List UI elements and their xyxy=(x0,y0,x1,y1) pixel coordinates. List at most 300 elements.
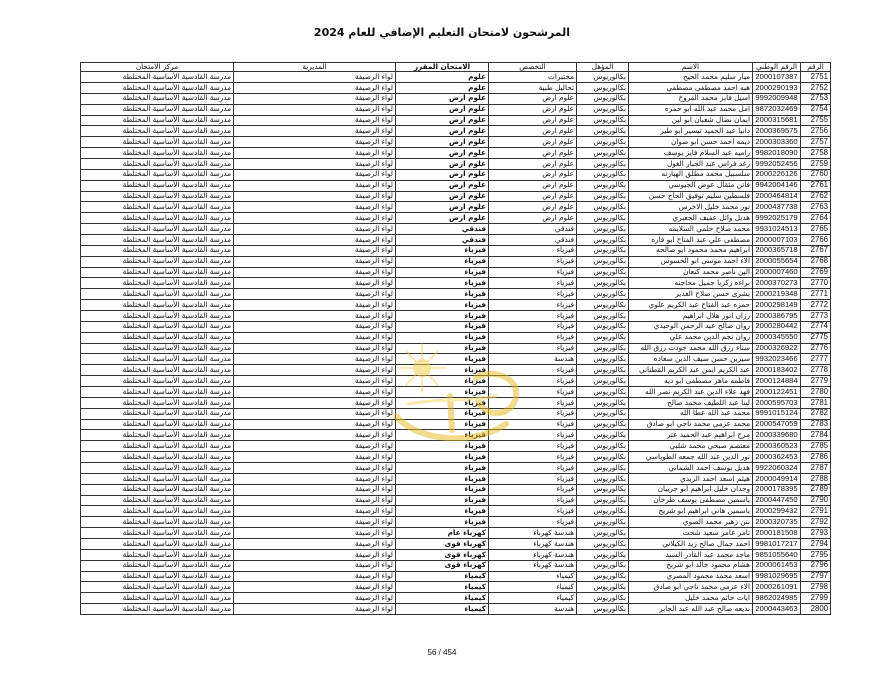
cell-row-number: 2766 xyxy=(801,234,831,245)
cell-national-id: 2000315681 xyxy=(753,115,801,126)
cell-row-number: 2775 xyxy=(801,332,831,343)
cell-row-number: 2769 xyxy=(801,267,831,278)
cell-specialization: علوم ارض xyxy=(489,126,577,137)
cell-exam: فندقي xyxy=(396,224,489,235)
cell-national-id: 9991015124 xyxy=(753,408,801,419)
cell-row-number: 2772 xyxy=(801,300,831,311)
cell-exam-center: مدرسة القادسية الأساسية المختلطة xyxy=(81,158,234,169)
cell-national-id: 9992052456 xyxy=(753,158,801,169)
cell-exam: كيمياء xyxy=(396,582,489,593)
cell-specialization: هندسة كهرباء xyxy=(489,549,577,560)
cell-directorate: لواء الرصيفة xyxy=(234,93,396,104)
cell-exam-center: مدرسة القادسية الأساسية المختلطة xyxy=(81,180,234,191)
cell-directorate: لواء الرصيفة xyxy=(234,549,396,560)
cell-exam-center: مدرسة القادسية الأساسية المختلطة xyxy=(81,234,234,245)
cell-exam-center: مدرسة القادسية الأساسية المختلطة xyxy=(81,202,234,213)
cell-exam-center: مدرسة القادسية الأساسية المختلطة xyxy=(81,571,234,582)
table-row xyxy=(81,278,831,289)
cell-exam-center: مدرسة القادسية الأساسية المختلطة xyxy=(81,506,234,517)
cell-specialization: هندسة كهرباء xyxy=(489,560,577,571)
cell-qualification: بكالوريوس xyxy=(577,528,629,539)
cell-exam: فيزياء xyxy=(396,473,489,484)
cell-directorate: لواء الرصيفة xyxy=(234,473,396,484)
cell-specialization: تحاليل طبية xyxy=(489,82,577,93)
cell-exam-center: مدرسة القادسية الأساسية المختلطة xyxy=(81,72,234,83)
cell-exam-center: مدرسة القادسية الأساسية المختلطة xyxy=(81,256,234,267)
cell-exam: فيزياء xyxy=(396,245,489,256)
cell-exam-center: مدرسة القادسية الأساسية المختلطة xyxy=(81,321,234,332)
cell-name: ايات حاتم محمد خليل xyxy=(629,593,753,604)
cell-exam: فندقي xyxy=(396,234,489,245)
cell-name: ياسمين مصطفى يوسف طرخان xyxy=(629,495,753,506)
cell-directorate: لواء الرصيفة xyxy=(234,256,396,267)
cell-directorate: لواء الرصيفة xyxy=(234,137,396,148)
cell-name: فلسطين سليم توفيق الحاج حسن xyxy=(629,191,753,202)
cell-national-id: 9942004146 xyxy=(753,180,801,191)
cell-directorate: لواء الرصيفة xyxy=(234,158,396,169)
cell-row-number: 2780 xyxy=(801,387,831,398)
cell-qualification: بكالوريوس xyxy=(577,213,629,224)
table-row xyxy=(81,115,831,126)
cell-row-number: 2773 xyxy=(801,311,831,322)
header-specialization: التخصص xyxy=(489,62,577,72)
cell-directorate: لواء الرصيفة xyxy=(234,245,396,256)
cell-exam-center: مدرسة القادسية الأساسية المختلطة xyxy=(81,93,234,104)
cell-specialization: فيزياء xyxy=(489,376,577,387)
header-directorate: المديرية xyxy=(234,62,396,72)
cell-qualification: بكالوريوس xyxy=(577,452,629,463)
cell-directorate: لواء الرصيفة xyxy=(234,484,396,495)
cell-exam-center: مدرسة القادسية الأساسية المختلطة xyxy=(81,343,234,354)
table-row xyxy=(81,93,831,104)
cell-qualification: بكالوريوس xyxy=(577,72,629,83)
cell-qualification: بكالوريوس xyxy=(577,376,629,387)
cell-exam-center: مدرسة القادسية الأساسية المختلطة xyxy=(81,387,234,398)
cell-specialization: فيزياء xyxy=(489,419,577,430)
table-row xyxy=(81,311,831,322)
cell-row-number: 2761 xyxy=(801,180,831,191)
cell-name: عبد الكريم ايمن عبد الكريم القطناني xyxy=(629,365,753,376)
cell-qualification: بكالوريوس xyxy=(577,463,629,474)
cell-exam: كهرباء قوى xyxy=(396,539,489,550)
cell-exam-center: مدرسة القادسية الأساسية المختلطة xyxy=(81,549,234,560)
cell-exam: فيزياء xyxy=(396,419,489,430)
table-row xyxy=(81,582,831,593)
cell-exam-center: مدرسة القادسية الأساسية المختلطة xyxy=(81,484,234,495)
cell-name: سناء رزق الله محمد جودت رزق الله xyxy=(629,343,753,354)
cell-exam-center: مدرسة القادسية الأساسية المختلطة xyxy=(81,517,234,528)
cell-row-number: 2776 xyxy=(801,343,831,354)
cell-directorate: لواء الرصيفة xyxy=(234,321,396,332)
cell-national-id: 2000178395 xyxy=(753,484,801,495)
cell-qualification: بكالوريوس xyxy=(577,506,629,517)
cell-directorate: لواء الرصيفة xyxy=(234,397,396,408)
cell-row-number: 2752 xyxy=(801,82,831,93)
cell-specialization: فيزياء xyxy=(489,441,577,452)
cell-exam: علوم ارض xyxy=(396,104,489,115)
cell-directorate: لواء الرصيفة xyxy=(234,213,396,224)
cell-row-number: 2765 xyxy=(801,224,831,235)
cell-qualification: بكالوريوس xyxy=(577,343,629,354)
cell-directorate: لواء الرصيفة xyxy=(234,267,396,278)
table-row xyxy=(81,484,831,495)
cell-national-id: 9992025179 xyxy=(753,213,801,224)
cell-national-id: 2000007103 xyxy=(753,234,801,245)
table-row xyxy=(81,397,831,408)
cell-qualification: بكالوريوس xyxy=(577,397,629,408)
cell-row-number: 2793 xyxy=(801,528,831,539)
cell-directorate: لواء الرصيفة xyxy=(234,180,396,191)
cell-national-id: 9931024513 xyxy=(753,224,801,235)
cell-specialization: فيزياء xyxy=(489,484,577,495)
cell-row-number: 2759 xyxy=(801,158,831,169)
cell-row-number: 2754 xyxy=(801,104,831,115)
cell-row-number: 2768 xyxy=(801,256,831,267)
cell-qualification: بكالوريوس xyxy=(577,560,629,571)
cell-qualification: بكالوريوس xyxy=(577,495,629,506)
cell-name: رزان انور هلال ابراهيم xyxy=(629,311,753,322)
cell-qualification: بكالوريوس xyxy=(577,332,629,343)
page-title: المرشحون لامتحان التعليم الإضافي للعام 2024 xyxy=(313,26,571,39)
cell-national-id: 2000280442 xyxy=(753,321,801,332)
table-header xyxy=(81,62,831,72)
cell-exam-center: مدرسة القادسية الأساسية المختلطة xyxy=(81,311,234,322)
cell-national-id: 2000370273 xyxy=(753,278,801,289)
cell-exam: فيزياء xyxy=(396,387,489,398)
cell-exam: علوم ارض xyxy=(396,180,489,191)
cell-directorate: لواء الرصيفة xyxy=(234,376,396,387)
cell-exam-center: مدرسة القادسية الأساسية المختلطة xyxy=(81,126,234,137)
cell-specialization: فيزياء xyxy=(489,343,577,354)
cell-exam-center: مدرسة القادسية الأساسية المختلطة xyxy=(81,224,234,235)
cell-qualification: بكالوريوس xyxy=(577,256,629,267)
cell-specialization: علوم ارض xyxy=(489,104,577,115)
cell-exam: فيزياء xyxy=(396,256,489,267)
cell-specialization: علوم ارض xyxy=(489,213,577,224)
cell-name: مصطفى علي عبد الفتاح ابو فاره xyxy=(629,234,753,245)
cell-qualification: بكالوريوس xyxy=(577,191,629,202)
cell-row-number: 2757 xyxy=(801,137,831,148)
cell-specialization: فيزياء xyxy=(489,506,577,517)
cell-directorate: لواء الرصيفة xyxy=(234,506,396,517)
cell-exam: فيزياء xyxy=(396,517,489,528)
cell-row-number: 2764 xyxy=(801,213,831,224)
cell-directorate: لواء الرصيفة xyxy=(234,224,396,235)
cell-name: تامر عامر سعيد شحت xyxy=(629,528,753,539)
cell-specialization: علوم ارض xyxy=(489,137,577,148)
cell-specialization: علوم ارض xyxy=(489,169,577,180)
cell-name: روان صالح عبد الرحمن الوحيدي xyxy=(629,321,753,332)
cell-name: هبه احمد مصطفى مصطفى xyxy=(629,82,753,93)
table-row xyxy=(81,332,831,343)
cell-exam-center: مدرسة القادسية الأساسية المختلطة xyxy=(81,191,234,202)
cell-row-number: 2763 xyxy=(801,202,831,213)
cell-national-id: 9992009948 xyxy=(753,93,801,104)
cell-national-id: 9981017217 xyxy=(753,539,801,550)
cell-specialization: فيزياء xyxy=(489,321,577,332)
table-row xyxy=(81,495,831,506)
cell-exam: علوم ارض xyxy=(396,191,489,202)
cell-row-number: 2755 xyxy=(801,115,831,126)
cell-qualification: بكالوريوس xyxy=(577,408,629,419)
cell-name: الاء احمد موسى ابو الحسوس xyxy=(629,256,753,267)
cell-name: ابراهيم محمد محمود ابو صالحه xyxy=(629,245,753,256)
cell-row-number: 2786 xyxy=(801,452,831,463)
cell-specialization: فيزياء xyxy=(489,452,577,463)
cell-row-number: 2789 xyxy=(801,484,831,495)
cell-row-number: 2800 xyxy=(801,604,831,615)
table-row xyxy=(81,289,831,300)
cell-exam: فيزياء xyxy=(396,278,489,289)
cell-exam: فيزياء xyxy=(396,408,489,419)
cell-specialization: علوم ارض xyxy=(489,158,577,169)
cell-specialization: فندقي xyxy=(489,234,577,245)
cell-national-id: 2000547059 xyxy=(753,419,801,430)
cell-exam: فيزياء xyxy=(396,343,489,354)
cell-directorate: لواء الرصيفة xyxy=(234,560,396,571)
cell-directorate: لواء الرصيفة xyxy=(234,365,396,376)
header-exam: الامتحان المقرر xyxy=(396,62,489,72)
cell-directorate: لواء الرصيفة xyxy=(234,311,396,322)
cell-specialization: هندسة كهرباء xyxy=(489,528,577,539)
cell-row-number: 2787 xyxy=(801,463,831,474)
cell-exam-center: مدرسة القادسية الأساسية المختلطة xyxy=(81,441,234,452)
cell-qualification: بكالوريوس xyxy=(577,104,629,115)
cell-exam-center: مدرسة القادسية الأساسية المختلطة xyxy=(81,473,234,484)
cell-specialization: فيزياء xyxy=(489,430,577,441)
cell-exam-center: مدرسة القادسية الأساسية المختلطة xyxy=(81,300,234,311)
cell-row-number: 2798 xyxy=(801,582,831,593)
cell-national-id: 2000443463 xyxy=(753,604,801,615)
cell-qualification: بكالوريوس xyxy=(577,93,629,104)
cell-national-id: 9922060324 xyxy=(753,463,801,474)
cell-exam-center: مدرسة القادسية الأساسية المختلطة xyxy=(81,365,234,376)
cell-row-number: 2774 xyxy=(801,321,831,332)
cell-name: نور الدين عبد الله جمعه الطوباسي xyxy=(629,452,753,463)
cell-specialization: فيزياء xyxy=(489,278,577,289)
cell-exam-center: مدرسة القادسية الأساسية المختلطة xyxy=(81,408,234,419)
cell-national-id: 2000055654 xyxy=(753,256,801,267)
cell-exam: فيزياء xyxy=(396,463,489,474)
cell-specialization: علوم ارض xyxy=(489,202,577,213)
cell-specialization: هندسة xyxy=(489,354,577,365)
cell-exam-center: مدرسة القادسية الأساسية المختلطة xyxy=(81,495,234,506)
cell-national-id: 2000464814 xyxy=(753,191,801,202)
cell-qualification: بكالوريوس xyxy=(577,267,629,278)
header-row xyxy=(81,62,831,72)
cell-exam-center: مدرسة القادسية الأساسية المختلطة xyxy=(81,115,234,126)
cell-national-id: 2000365718 xyxy=(753,245,801,256)
cell-name: بديعه صالح عبد الله عبد الجابر xyxy=(629,604,753,615)
table-row xyxy=(81,539,831,550)
cell-row-number: 2791 xyxy=(801,506,831,517)
table-row xyxy=(81,104,831,115)
cell-national-id: 2000107387 xyxy=(753,72,801,83)
table-row xyxy=(81,549,831,560)
cell-directorate: لواء الرصيفة xyxy=(234,169,396,180)
cell-exam: علوم xyxy=(396,72,489,83)
cell-qualification: بكالوريوس xyxy=(577,115,629,126)
cell-exam-center: مدرسة القادسية الأساسية المختلطة xyxy=(81,137,234,148)
cell-exam: كهرباء عام xyxy=(396,528,489,539)
cell-name: الين ناصر محمد كنعان xyxy=(629,267,753,278)
cell-qualification: بكالوريوس xyxy=(577,484,629,495)
cell-specialization: فيزياء xyxy=(489,267,577,278)
cell-exam: علوم ارض xyxy=(396,213,489,224)
cell-national-id: 2000345550 xyxy=(753,332,801,343)
cell-row-number: 2779 xyxy=(801,376,831,387)
cell-name: احمد جمال صالح زيد الكيلاني xyxy=(629,539,753,550)
cell-directorate: لواء الرصيفة xyxy=(234,343,396,354)
cell-directorate: لواء الرصيفة xyxy=(234,234,396,245)
cell-row-number: 2799 xyxy=(801,593,831,604)
cell-row-number: 2770 xyxy=(801,278,831,289)
table-row xyxy=(81,213,831,224)
table-row xyxy=(81,148,831,159)
cell-row-number: 2784 xyxy=(801,430,831,441)
cell-name: ياسمين هاني ابراهيم ابو شريخ xyxy=(629,506,753,517)
cell-national-id: 2000360523 xyxy=(753,441,801,452)
cell-row-number: 2785 xyxy=(801,441,831,452)
cell-name: هيثم اسعد احمد الزبدي xyxy=(629,473,753,484)
cell-directorate: لواء الرصيفة xyxy=(234,452,396,463)
cell-name: هديل يوسف احمد الشماتي xyxy=(629,463,753,474)
header-qualification: المؤهل xyxy=(577,62,629,72)
cell-specialization: فيزياء xyxy=(489,365,577,376)
table-row xyxy=(81,158,831,169)
cell-qualification: بكالوريوس xyxy=(577,289,629,300)
cell-national-id: 2000326922 xyxy=(753,343,801,354)
header-number: الرقم xyxy=(801,62,831,72)
table-row xyxy=(81,354,831,365)
cell-directorate: لواء الرصيفة xyxy=(234,332,396,343)
cell-name: امل محمد عبد الله ابو حمره xyxy=(629,104,753,115)
cell-directorate: لواء الرصيفة xyxy=(234,82,396,93)
cell-row-number: 2792 xyxy=(801,517,831,528)
table-row xyxy=(81,169,831,180)
cell-exam: علوم ارض xyxy=(396,137,489,148)
cell-national-id: 2000124884 xyxy=(753,376,801,387)
header-national-id: الرقم الوطني xyxy=(753,62,801,72)
page-number: 56 / 454 xyxy=(427,648,457,657)
cell-specialization: مختبرات xyxy=(489,72,577,83)
table-row xyxy=(81,604,831,615)
cell-name: سلسبيل محمد مطلق الهبارنه xyxy=(629,169,753,180)
table-row xyxy=(81,387,831,398)
table-row xyxy=(81,234,831,245)
table-row xyxy=(81,560,831,571)
cell-qualification: بكالوريوس xyxy=(577,234,629,245)
table-row xyxy=(81,365,831,376)
cell-name: حمزه عبد الفتاح عبد الكريم علوي xyxy=(629,300,753,311)
cell-exam: علوم ارض xyxy=(396,126,489,137)
cell-national-id: 9932023466 xyxy=(753,354,801,365)
cell-directorate: لواء الرصيفة xyxy=(234,104,396,115)
cell-qualification: بكالوريوس xyxy=(577,430,629,441)
table-row xyxy=(81,441,831,452)
cell-qualification: بكالوريوس xyxy=(577,300,629,311)
cell-national-id: 2000290193 xyxy=(753,82,801,93)
table-row xyxy=(81,376,831,387)
cell-directorate: لواء الرصيفة xyxy=(234,191,396,202)
cell-exam: فيزياء xyxy=(396,484,489,495)
cell-exam-center: مدرسة القادسية الأساسية المختلطة xyxy=(81,463,234,474)
cell-exam: كيمياء xyxy=(396,593,489,604)
cell-directorate: لواء الرصيفة xyxy=(234,148,396,159)
cell-national-id: 2000369575 xyxy=(753,126,801,137)
cell-qualification: بكالوريوس xyxy=(577,604,629,615)
table-row xyxy=(81,473,831,484)
table-row xyxy=(81,300,831,311)
cell-national-id: 2000049914 xyxy=(753,473,801,484)
cell-exam: علوم ارض xyxy=(396,148,489,159)
cell-name: نور محمد خليل الاخرس xyxy=(629,202,753,213)
cell-specialization: فيزياء xyxy=(489,311,577,322)
cell-national-id: 9981029695 xyxy=(753,571,801,582)
table-row xyxy=(81,408,831,419)
cell-row-number: 2771 xyxy=(801,289,831,300)
cell-name: لينا عبد اللطيف محمد صالح xyxy=(629,397,753,408)
cell-directorate: لواء الرصيفة xyxy=(234,354,396,365)
cell-national-id: 2000303360 xyxy=(753,137,801,148)
header-name: الاسم xyxy=(629,62,753,72)
cell-qualification: بكالوريوس xyxy=(577,148,629,159)
cell-name: اسعد محمد محمود المصري xyxy=(629,571,753,582)
cell-national-id: 2000183402 xyxy=(753,365,801,376)
cell-specialization: علوم ارض xyxy=(489,180,577,191)
table-row xyxy=(81,343,831,354)
table-row xyxy=(81,191,831,202)
table-row xyxy=(81,267,831,278)
cell-exam: فيزياء xyxy=(396,289,489,300)
table-row xyxy=(81,571,831,582)
cell-specialization: فيزياء xyxy=(489,289,577,300)
cell-row-number: 2783 xyxy=(801,419,831,430)
cell-qualification: بكالوريوس xyxy=(577,202,629,213)
cell-specialization: فيزياء xyxy=(489,408,577,419)
cell-exam-center: مدرسة القادسية الأساسية المختلطة xyxy=(81,169,234,180)
cell-name: ايمان نضال شعبان ابو لبن xyxy=(629,115,753,126)
cell-specialization: فيزياء xyxy=(489,387,577,398)
cell-name: اسيل فايز محمد الفروخ xyxy=(629,93,753,104)
cell-national-id: 9982018090 xyxy=(753,148,801,159)
cell-specialization: كيمياء xyxy=(489,582,577,593)
cell-specialization: كيمياء xyxy=(489,593,577,604)
cell-national-id: 9872032469 xyxy=(753,104,801,115)
table-row xyxy=(81,256,831,267)
cell-directorate: لواء الرصيفة xyxy=(234,463,396,474)
cell-row-number: 2762 xyxy=(801,191,831,202)
cell-national-id: 2000261091 xyxy=(753,582,801,593)
cell-exam: علوم xyxy=(396,82,489,93)
table-row xyxy=(81,202,831,213)
cell-exam: كيمياء xyxy=(396,571,489,582)
cell-name: دانيا عبد الحميد تيسير ابو طير xyxy=(629,126,753,137)
cell-exam-center: مدرسة القادسية الأساسية المختلطة xyxy=(81,419,234,430)
cell-row-number: 2778 xyxy=(801,365,831,376)
cell-directorate: لواء الرصيفة xyxy=(234,278,396,289)
cell-name: معتصم صبحي محمد شلبي xyxy=(629,441,753,452)
cell-name: رغد فراس عبد الجبار الغول xyxy=(629,158,753,169)
cell-name: فهد علاء الدين عبد الكريم نصر الله xyxy=(629,387,753,398)
table-row xyxy=(81,517,831,528)
cell-name: سيرين حسن سيف الدين سعاده xyxy=(629,354,753,365)
cell-row-number: 2760 xyxy=(801,169,831,180)
table-body xyxy=(81,72,831,615)
cell-specialization: علوم ارض xyxy=(489,191,577,202)
table-row xyxy=(81,528,831,539)
cell-exam: علوم ارض xyxy=(396,115,489,126)
